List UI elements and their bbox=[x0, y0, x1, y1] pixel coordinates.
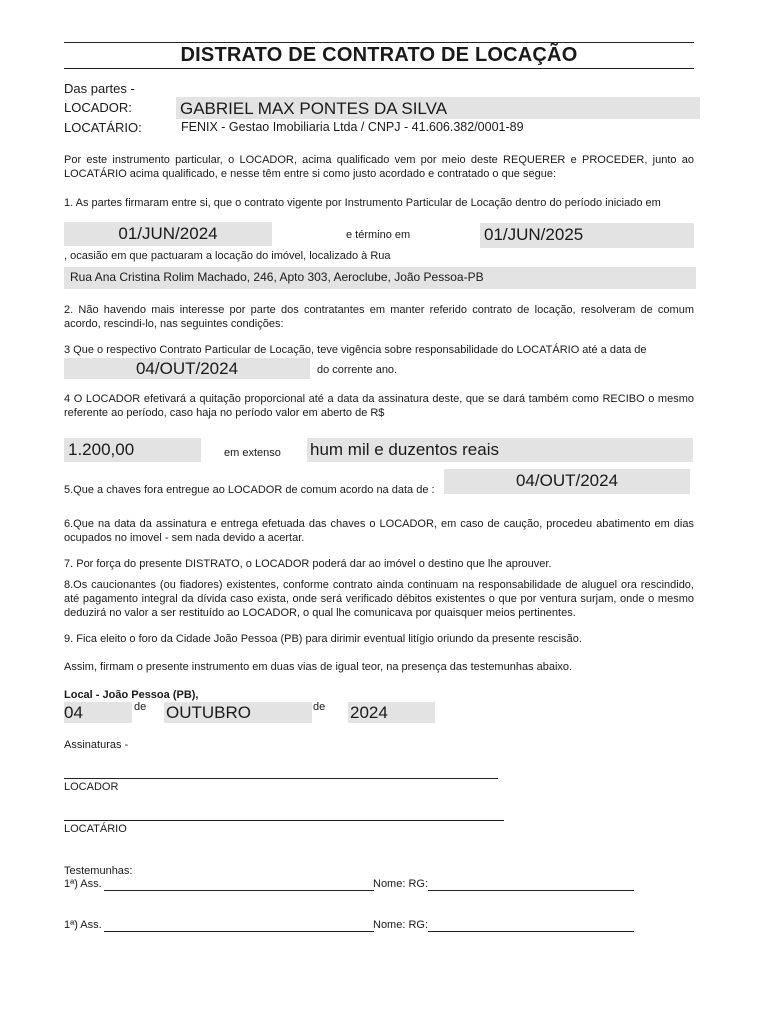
clause-4: 4 O LOCADOR efetivará a quitação proporcional até a data da assinatura deste, que se dará também como RECIBO o mesmo referente ao período, caso haja no período valor em aberto de R$ bbox=[64, 393, 694, 419]
address: Rua Ana Cristina Rolim Machado, 246, Apto 303, Aeroclube, João Pessoa-PB bbox=[70, 270, 484, 284]
parties-header: Das partes - bbox=[64, 81, 135, 96]
locatario-signature-line[interactable] bbox=[64, 820, 504, 821]
month: OUTUBRO bbox=[166, 703, 251, 722]
witnesses-label: Testemunhas: bbox=[64, 865, 133, 877]
amount-words: hum mil e duzentos reais bbox=[310, 440, 499, 459]
locador-signature-line[interactable] bbox=[64, 778, 498, 779]
amount: 1.200,00 bbox=[68, 440, 135, 459]
locatario-signature-label: LOCATÁRIO bbox=[64, 823, 127, 835]
locador-label: LOCADOR: bbox=[64, 100, 132, 115]
day-field[interactable] bbox=[64, 702, 132, 723]
clause-9: 9. Fica eleito o foro da Cidade João Pessoa (PB) para dirimir eventual litígio oriundo da presente rescisão. bbox=[64, 633, 582, 645]
vigencia-date-field[interactable] bbox=[64, 358, 310, 379]
locatario-label: LOCATÁRIO: bbox=[64, 120, 142, 135]
title-rule-bottom bbox=[64, 68, 694, 69]
keys-date-field[interactable] bbox=[444, 469, 690, 494]
clause-3: 3 Que o respectivo Contrato Particular de Locação, teve vigência sobre responsabilidade do LOCATÁRIO até a data de bbox=[64, 344, 647, 356]
intro-paragraph: Por este instrumento particular, o LOCADOR, acima qualificado vem por meio deste REQUERER e PROCEDER, junto ao LOCATÁRIO acima qualificado, e nesse têm entre si como justo acordado e contratado o que segue: bbox=[64, 154, 694, 180]
vigencia-date: 04/OUT/2024 bbox=[135, 359, 239, 378]
year-field[interactable] bbox=[348, 702, 435, 723]
start-date-field[interactable] bbox=[64, 222, 272, 246]
clause-6: 6.Que na data da assinatura e entrega efetuada das chaves o LOCADOR, em caso de caução, procedeu abatimento em dias ocupados no imovel - sem nada devido a acertar. bbox=[64, 518, 694, 544]
de-1: de bbox=[134, 701, 147, 713]
month-field[interactable] bbox=[164, 702, 312, 723]
year: 2024 bbox=[350, 703, 388, 722]
closing-paragraph: Assim, firmam o presente instrumento em duas vias de igual teor, na presença das testemunhas abaixo. bbox=[64, 661, 573, 673]
witness-1-signature-line[interactable] bbox=[104, 890, 374, 891]
signatures-label: Assinaturas - bbox=[64, 739, 129, 751]
clause-1: 1. As partes firmaram entre si, que o contrato vigente por Instrumento Particular de Locação dentro do período iniciado em bbox=[64, 197, 661, 209]
locador-name: GABRIEL MAX PONTES DA SILVA bbox=[180, 99, 448, 118]
clause-7: 7. Por força do presente DISTRATO, o LOCADOR poderá dar ao imóvel o destino que lhe aprouver. bbox=[64, 558, 552, 570]
witness-2-ass: 1ª) Ass. bbox=[64, 919, 102, 931]
end-date-field[interactable] bbox=[480, 223, 694, 248]
witness-2-name-line[interactable] bbox=[428, 931, 634, 932]
locador-signature-label: LOCADOR bbox=[64, 781, 119, 793]
de-2: de bbox=[313, 701, 326, 713]
day: 04 bbox=[64, 703, 83, 722]
locatario-name: FENIX - Gestao Imobiliaria Ltda / CNPJ - 41.606.382/0001-89 bbox=[181, 120, 524, 134]
witness-1-name-line[interactable] bbox=[428, 890, 634, 891]
title-rule-top bbox=[64, 42, 694, 43]
amount-words-field[interactable] bbox=[307, 438, 693, 462]
amount-field[interactable] bbox=[64, 438, 201, 462]
extenso-label: em extenso bbox=[224, 447, 281, 459]
address-field[interactable] bbox=[64, 267, 696, 289]
occasion-text: , ocasião em que pactuaram a locação do imóvel, localizado à Rua bbox=[64, 250, 391, 262]
end-date: 01/JUN/2025 bbox=[484, 225, 584, 244]
start-date: 01/JUN/2024 bbox=[118, 224, 218, 243]
locador-name-field[interactable] bbox=[176, 97, 700, 119]
keys-date: 04/OUT/2024 bbox=[515, 471, 619, 490]
clause-8: 8.Os caucionantes (ou fiadores) existentes, conforme contrato ainda continuam na responsabilidade de aluguel ora rescindido, até pagamento integral da dívida caso exista, onde será verificado débitos existentes o que por ventura surjam, onde o mesmo deduzirá no valor a ser restituído ao LOCADOR, o qual lhe comunicava por quaisquer meios pertinentes. bbox=[64, 579, 694, 619]
witness-2-signature-line[interactable] bbox=[104, 931, 374, 932]
local-label: Local - João Pessoa (PB), bbox=[64, 689, 199, 701]
clause-2: 2. Não havendo mais interesse por parte dos contratantes em manter referido contrato de locação, resolveram de comum acordo, rescindi-lo, nas seguintes condições: bbox=[64, 304, 694, 330]
witness-1-ass: 1ª) Ass. bbox=[64, 878, 102, 890]
witness-2-name-label: Nome: RG: bbox=[373, 919, 429, 931]
end-label: e término em bbox=[346, 229, 411, 241]
witness-1-name-label: Nome: RG: bbox=[373, 878, 429, 890]
clause-5: 5.Que a chaves fora entregue ao LOCADOR de comum acordo na data de : bbox=[64, 484, 435, 496]
document-title: DISTRATO DE CONTRATO DE LOCAÇÃO bbox=[180, 44, 578, 66]
current-year-text: do corrente ano. bbox=[317, 364, 398, 376]
